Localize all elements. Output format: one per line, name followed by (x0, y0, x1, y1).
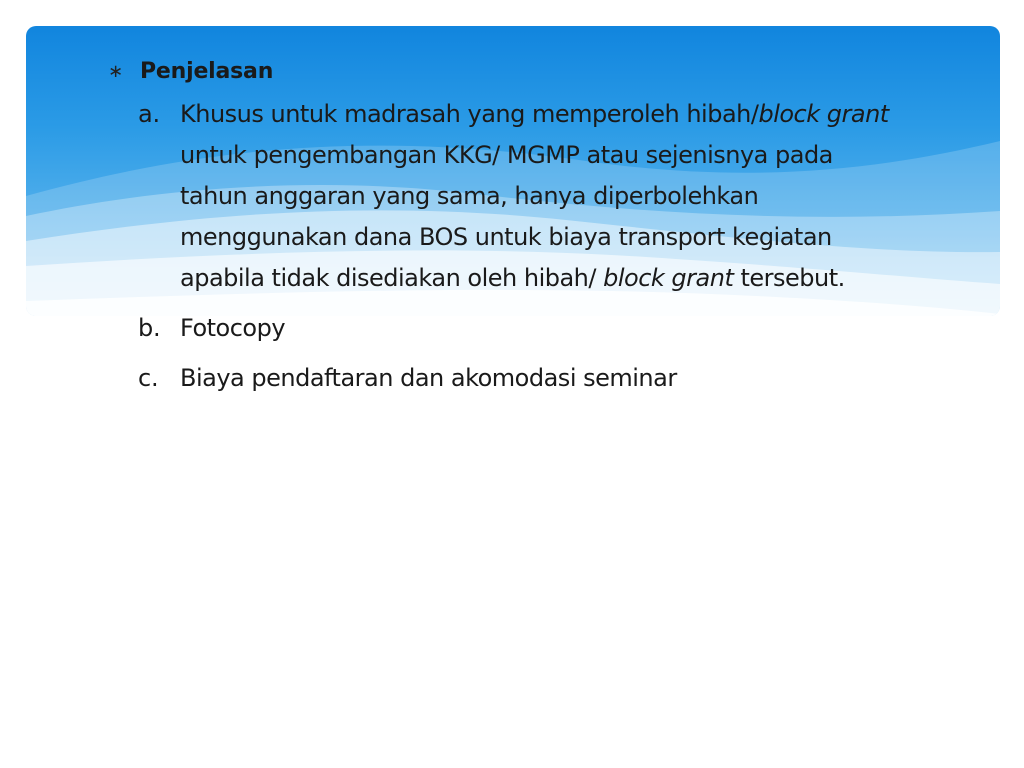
list-text-b: Fotocopy (180, 314, 286, 342)
explanation-list (138, 94, 928, 399)
list-text-a-italic-1: block grant (758, 100, 889, 128)
slide-content (108, 52, 928, 408)
list-text-a-italic-2: block grant (603, 264, 734, 292)
list-marker-b: b. (138, 314, 161, 342)
list-marker-a: a. (138, 100, 160, 128)
heading-row (108, 52, 928, 92)
list-text-a (180, 94, 900, 299)
asterisk-bullet-icon: ∗ (108, 61, 124, 82)
list-item-c (138, 358, 928, 399)
list-text-c: Biaya pendaftaran dan akomodasi seminar (180, 364, 677, 392)
slide-heading: Penjelasan (140, 59, 274, 84)
list-marker-c: c. (138, 364, 159, 392)
list-item-b (138, 308, 928, 349)
list-text-a-part-3: tersebut. (733, 264, 845, 292)
list-text-a-part-1: Khusus untuk madrasah yang memperoleh hibah/ (180, 100, 759, 128)
list-text-a-part-2: untuk pengembangan KKG/ MGMP atau sejenisnya pada tahun anggaran yang sama, hanya diperbolehkan menggunakan dana BOS untuk biaya transport kegiatan apabila tidak disediakan oleh hibah/ (180, 141, 833, 292)
list-item-a (138, 94, 928, 299)
